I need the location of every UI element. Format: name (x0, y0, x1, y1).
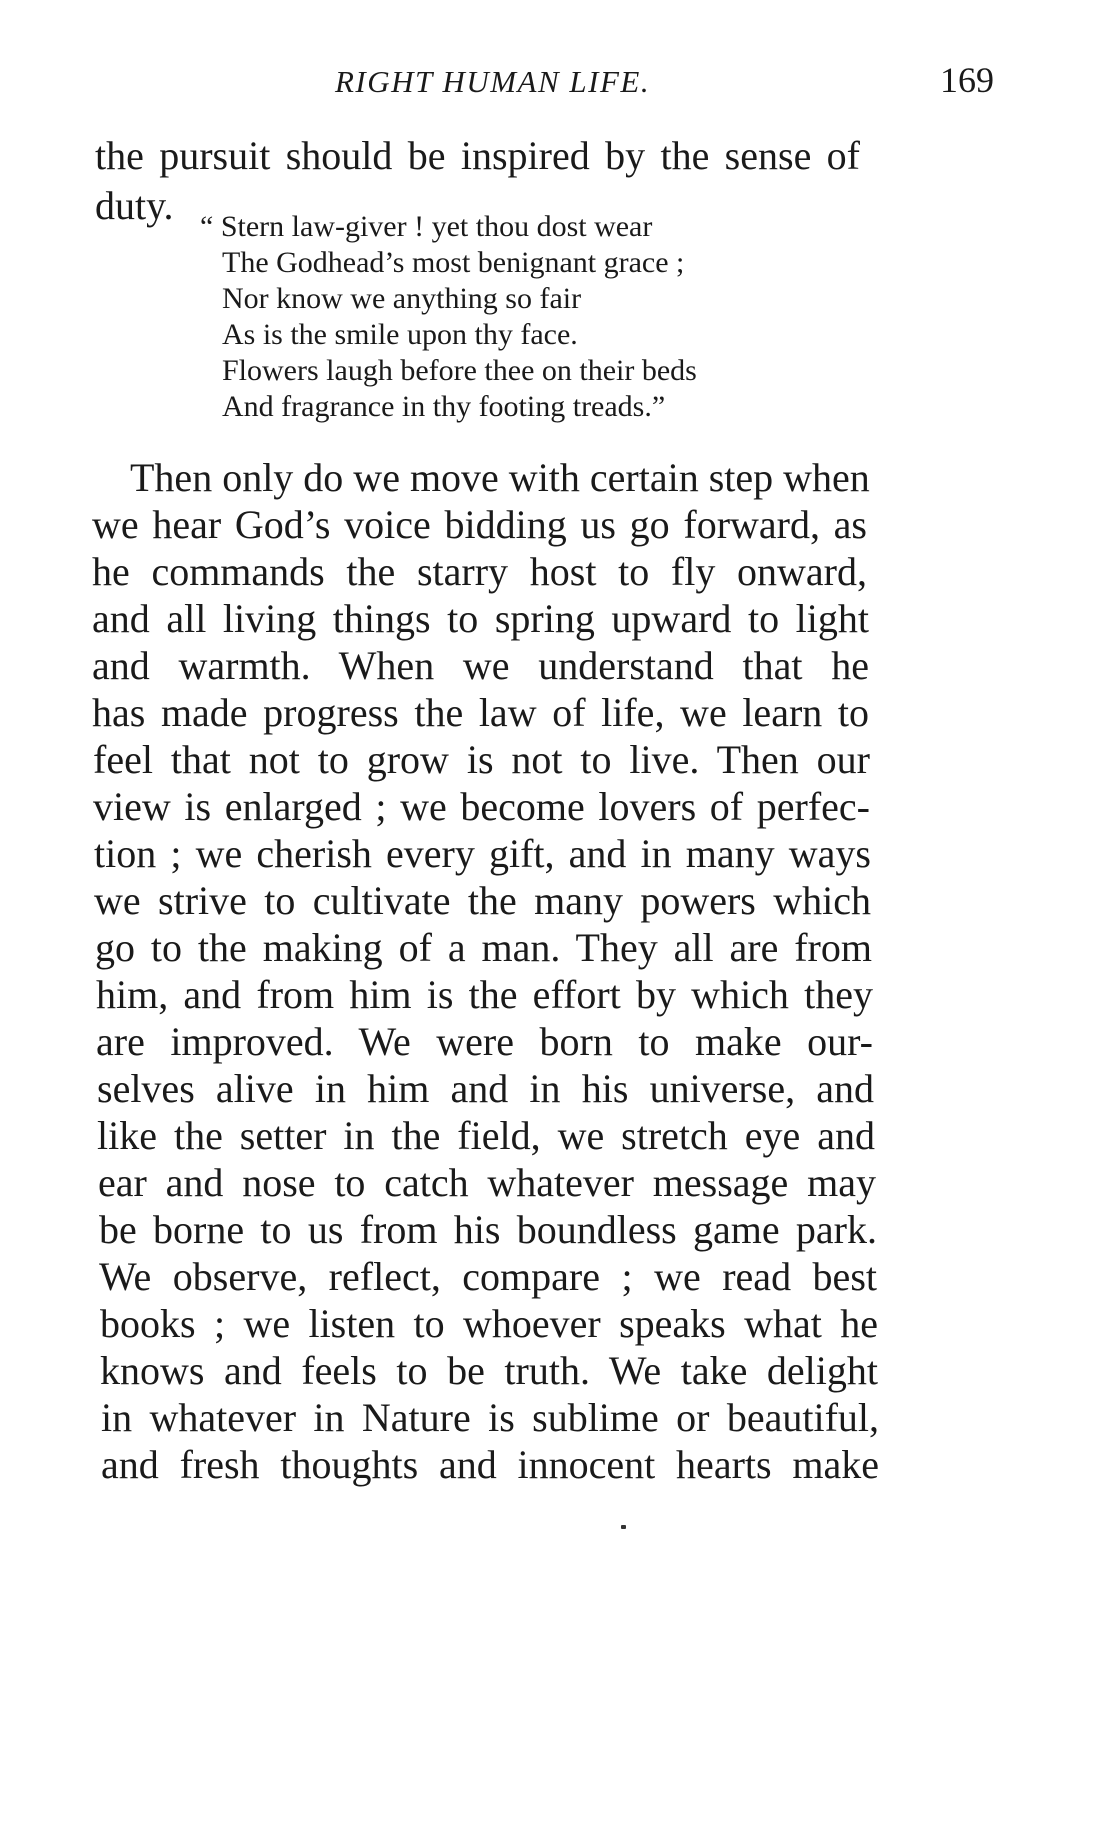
paragraph-line: we strive to cultivate the many powers which (94, 878, 871, 923)
paragraph-line: he commands the starry host to fly onward, (92, 549, 867, 594)
paragraph-line: are improved. We were born to make our- (96, 1019, 873, 1064)
verse-line: Flowers laugh before thee on their beds (222, 354, 697, 387)
paragraph-line: in whatever in Nature is sublime or beautiful, (101, 1395, 879, 1440)
paragraph-line: go to the making of a man. They all are from (95, 925, 872, 970)
paragraph-line: him, and from him is the effort by which they (96, 972, 873, 1017)
paragraph-line: and warmth. When we understand that he (92, 643, 869, 688)
paragraph-line: knows and feels to be truth. We take delight (100, 1348, 878, 1393)
verse-line: As is the smile upon thy face. (222, 318, 578, 351)
paragraph-line: view is enlarged ; we become lovers of perfec- (93, 784, 870, 829)
paragraph-line: Then only do we move with certain step when (130, 455, 870, 500)
verse-line: “ Stern law-giver ! yet thou dost wear (200, 210, 653, 243)
paragraph-line: tion ; we cherish every gift, and in many ways (94, 831, 871, 876)
paragraph-line: We observe, reflect, compare ; we read best (99, 1254, 877, 1299)
paragraph-line: we hear God’s voice bidding us go forward, as (92, 502, 867, 547)
verse-line: Nor know we anything so fair (222, 282, 582, 315)
paragraph-line: be borne to us from his boundless game park. (99, 1207, 877, 1252)
ink-speck (621, 1525, 626, 1529)
page-number: 169 (940, 60, 994, 100)
verse-line: And fragrance in thy footing treads.” (222, 390, 666, 423)
running-title: RIGHT HUMAN LIFE. (335, 64, 651, 99)
paragraph-line: books ; we listen to whoever speaks what he (100, 1301, 878, 1346)
paragraph-line: and all living things to spring upward to light (92, 596, 869, 641)
opening-line: duty. (95, 183, 174, 228)
paragraph-line: selves alive in him and in his universe, and (97, 1066, 874, 1111)
paragraph-line: feel that not to grow is not to live. Then our (93, 737, 870, 782)
paragraph-line: and fresh thoughts and innocent hearts make (101, 1442, 879, 1487)
paragraph-line: ear and nose to catch whatever message may (98, 1160, 876, 1205)
opening-line: the pursuit should be inspired by the sense of (95, 133, 860, 178)
paragraph-line: has made progress the law of life, we learn to (92, 690, 869, 735)
paragraph-line: like the setter in the field, we stretch eye and (97, 1113, 875, 1158)
verse-line: The Godhead’s most benignant grace ; (222, 246, 685, 279)
